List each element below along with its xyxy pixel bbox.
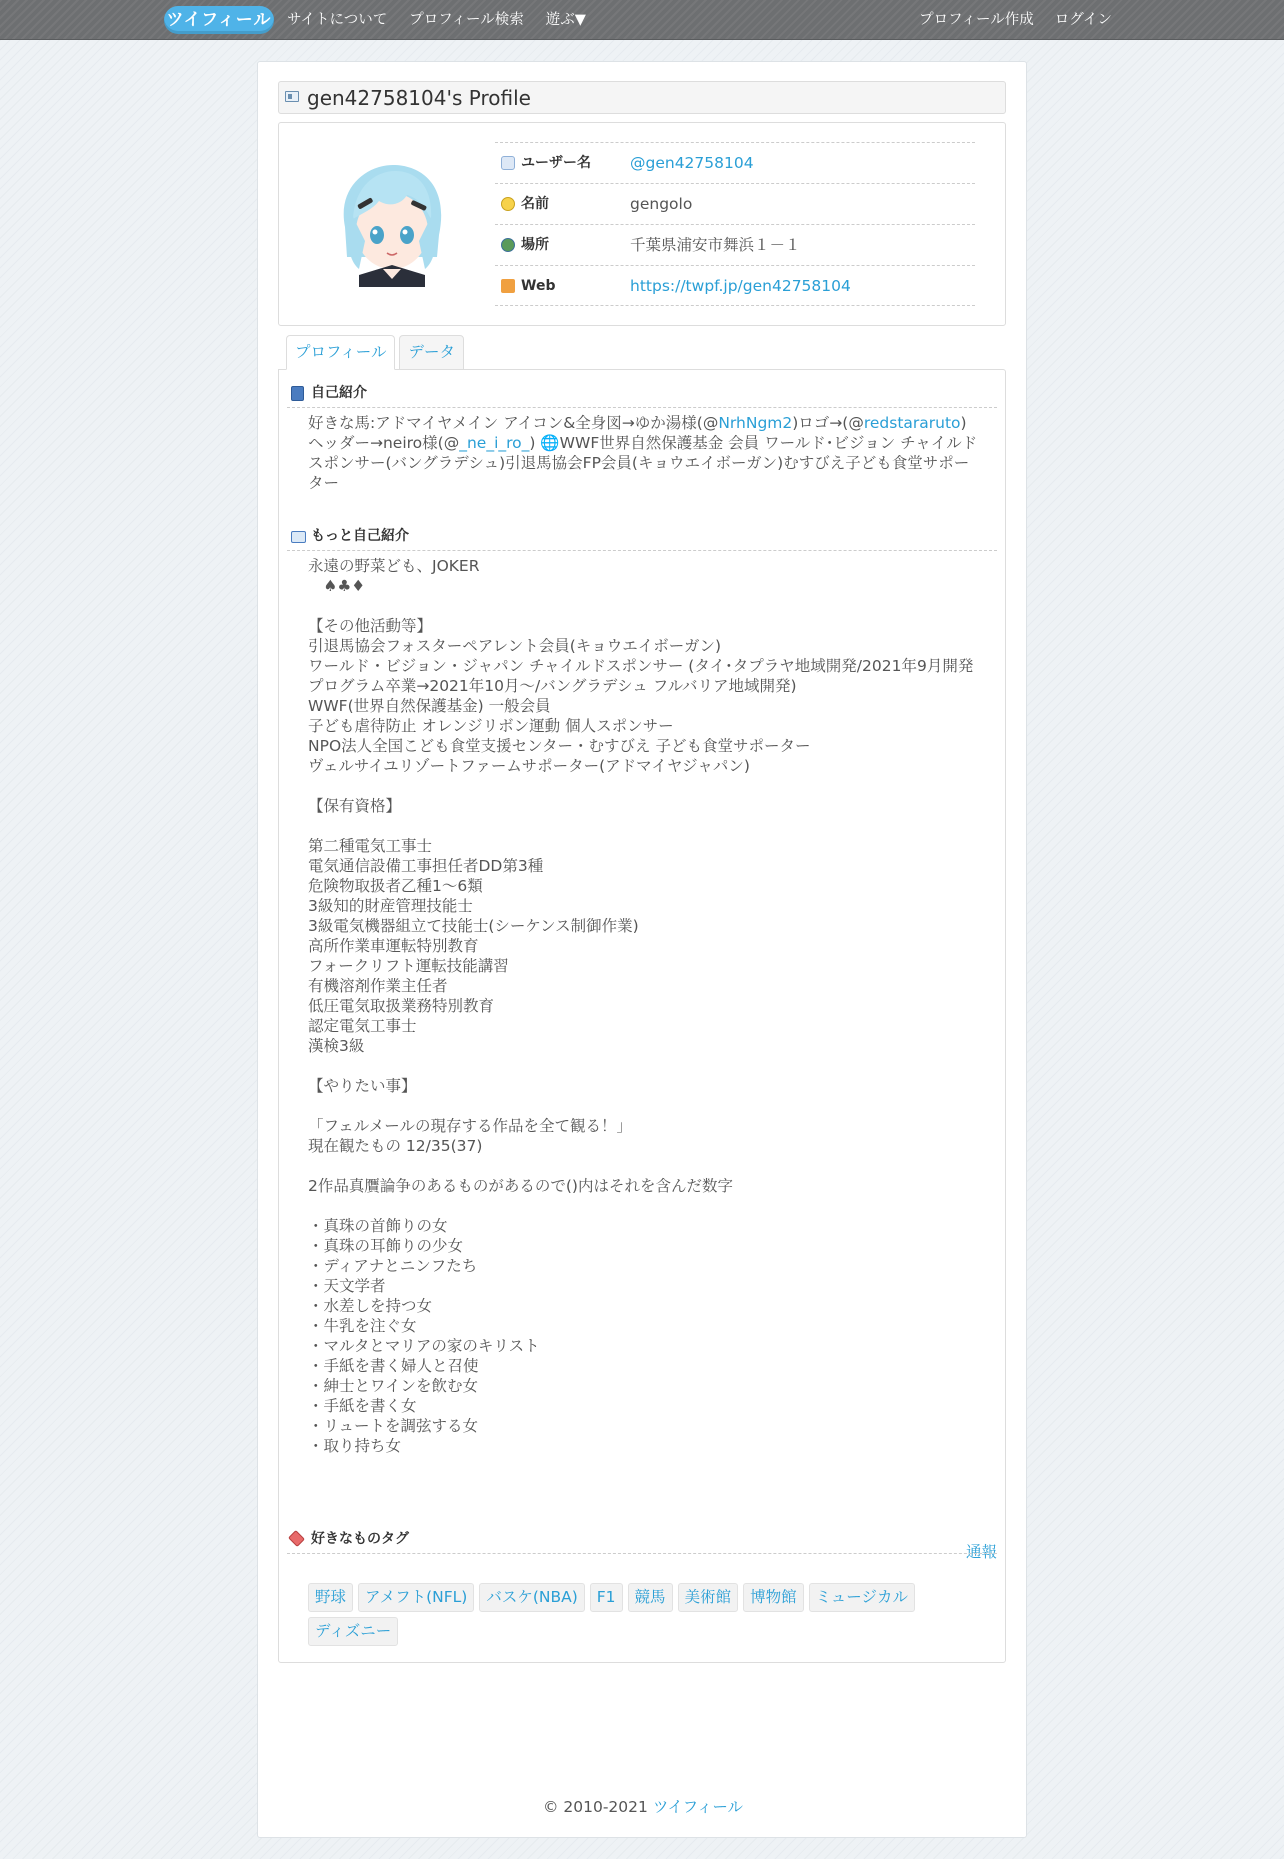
globe-icon (501, 238, 515, 252)
tag-item[interactable]: 美術館 (678, 1583, 739, 1612)
main-container (257, 61, 1027, 1838)
tag-item[interactable]: F1 (590, 1583, 623, 1612)
more-intro-line: WWF(世界自然保護基金) 一般会員 (308, 697, 551, 715)
more-intro-line: 電気通信設備工事担任者DD第3種 (308, 857, 544, 875)
tag-item[interactable]: 野球 (308, 1583, 353, 1612)
mention-link[interactable]: redstararuto (863, 414, 961, 432)
more-intro-line: ・紳士とワインを飲む女 (308, 1377, 479, 1395)
name-value: gengolo (630, 195, 693, 213)
house-icon (501, 279, 515, 293)
site-logo[interactable]: ツイフィール (164, 6, 274, 34)
info-label: 場所 (521, 237, 549, 253)
id-card-icon (285, 91, 299, 102)
more-intro-line: ヴェルサイユリゾートファームサポーター(アドマイヤジャパン) (308, 757, 750, 775)
more-intro-line: ・天文学者 (308, 1277, 386, 1295)
profile-tab-panel (278, 369, 1006, 1663)
more-intro-line: 3級電気機器組立て技能士(シーケンス制御作業) (308, 917, 639, 935)
bio-text-part: )ロゴ→(@ (792, 414, 864, 432)
more-intro-line: ・ディアナとニンフたち (308, 1257, 478, 1275)
more-intro-line: フォークリフト運転技能講習 (308, 957, 509, 975)
nav-play-dropdown[interactable]: 遊ぶ▼ (545, 12, 586, 28)
info-label: 名前 (521, 196, 549, 212)
footer (258, 1795, 1028, 1817)
more-intro-line: ・水差しを持つ女 (308, 1297, 433, 1315)
profile-info-table (495, 142, 975, 306)
mention-link[interactable]: NrhNgm2 (718, 414, 793, 432)
avatar (327, 157, 457, 287)
nav-create-profile[interactable]: プロフィール作成 (919, 12, 1034, 28)
more-intro-line: 認定電気工事士 (308, 1017, 417, 1035)
bio-text-part: )ヘッダー→neiro様(@ (308, 414, 967, 452)
speech-bubble-icon (501, 156, 515, 170)
nav-profile-search[interactable]: プロフィール検索 (409, 12, 524, 28)
bio-section-header (287, 374, 997, 408)
more-intro-line: ・マルタとマリアの家のキリスト (308, 1337, 540, 1355)
username-link[interactable]: @gen42758104 (630, 154, 754, 172)
smiley-icon (501, 197, 515, 211)
copyright-text: © 2010-2021 (542, 1798, 653, 1816)
more-intro-line (308, 1056, 980, 1076)
tag-icon (288, 1530, 305, 1547)
more-intro-text (308, 556, 980, 1456)
info-row-location (495, 224, 975, 265)
more-intro-line: ・手紙を書く女 (308, 1397, 417, 1415)
more-intro-line: ♠♣♦ (308, 577, 366, 595)
profile-tabs (286, 335, 468, 369)
tag-item[interactable]: バスケ(NBA) (479, 1583, 584, 1612)
more-intro-line: ・牛乳を注ぐ女 (308, 1317, 417, 1335)
web-link[interactable]: https://twpf.jp/gen42758104 (630, 277, 851, 295)
tags-section-header (287, 1520, 997, 1554)
page-title: gen42758104's Profile (307, 86, 531, 110)
more-intro-line: ワールド・ビジョン・ジャパン チャイルドスポンサー (タイ･タプラヤ地域開発/2021年9月開発プログラム卒業→2021年10月〜/バングラデシュ フルバリア地域開発) (308, 657, 974, 695)
more-intro-line (308, 1096, 980, 1116)
bio-text-part: 好きな馬:アドマイヤメイン アイコン&全身図→ゆか湯様(@ (308, 414, 719, 432)
more-intro-line: 引退馬協会フォスターペアレント会員(キョウエイボーガン) (308, 637, 722, 655)
more-intro-line: 危険物取扱者乙種1〜6類 (308, 877, 483, 895)
tag-item[interactable]: ディズニー (308, 1617, 398, 1646)
tag-item[interactable]: 博物館 (743, 1583, 804, 1612)
more-intro-line (308, 1156, 980, 1176)
tab-profile[interactable]: プロフィール (286, 335, 395, 370)
top-navbar (0, 0, 1284, 40)
more-intro-line: 3級知的財産管理技能士 (308, 897, 473, 915)
footer-brand-link[interactable]: ツイフィール (652, 1798, 744, 1816)
info-row-name (495, 183, 975, 224)
more-intro-line (308, 1196, 980, 1216)
bio-text-part: ) 🌐WWF世界自然保護基金 会員 ワールド･ビジョン チャイルドスポンサー(バングラデシュ)引退馬協会FP会員(キョウエイボーガン)むすびえ子ども食堂サポーター (308, 434, 978, 492)
tab-data[interactable]: データ (399, 335, 464, 370)
more-intro-line: 【保有資格】 (308, 797, 402, 815)
more-intro-line: 2作品真贋論争のあるものがあるので()内はそれを含んだ数字 (308, 1177, 733, 1195)
more-intro-line: 現在観たもの 12/35(37) (308, 1137, 483, 1155)
open-book-icon (291, 531, 306, 543)
nav-right (898, 0, 1112, 40)
more-intro-line: 【やりたい事】 (308, 1077, 417, 1095)
more-intro-line: NPO法人全国こども食堂支援センター・むすびえ 子ども食堂サポーター (308, 737, 811, 755)
tag-item[interactable]: アメフト(NFL) (358, 1583, 474, 1612)
more-intro-line: ・手紙を書く婦人と召使 (308, 1357, 479, 1375)
more-intro-line: 【その他活動等】 (308, 617, 433, 635)
more-intro-line (308, 776, 980, 796)
section-title: もっと自己紹介 (311, 528, 409, 544)
book-icon (291, 386, 304, 401)
more-intro-line: ・取り持ち女 (308, 1437, 402, 1455)
more-intro-line: 「フェルメールの現存する作品を全て観る！」 (308, 1117, 632, 1135)
profile-card (278, 122, 1006, 326)
tag-item[interactable]: ミュージカル (809, 1583, 915, 1612)
more-intro-line: 低圧電気取扱業務特別教育 (308, 997, 495, 1015)
more-intro-line: ・リュートを調弦する女 (308, 1417, 479, 1435)
mention-link[interactable]: _ne_i_ro_ (459, 434, 530, 452)
more-intro-line (308, 816, 980, 836)
more-intro-line: 有機溶剤作業主任者 (308, 977, 448, 995)
report-link[interactable]: 通報 (965, 1543, 997, 1561)
nav-login[interactable]: ログイン (1054, 12, 1112, 28)
bio-text (308, 413, 980, 493)
more-intro-line: ・真珠の首飾りの女 (308, 1217, 448, 1235)
more-intro-line: 高所作業車運転特別教育 (308, 937, 479, 955)
favorite-tags-list (308, 1583, 980, 1651)
info-row-username (495, 142, 975, 183)
info-row-web (495, 265, 975, 306)
more-intro-line: 漢検3級 (308, 1037, 365, 1055)
section-title: 好きなものタグ (311, 1531, 409, 1547)
section-title: 自己紹介 (311, 385, 367, 401)
location-value: 千葉県浦安市舞浜１－１ (630, 236, 801, 254)
tag-item[interactable]: 競馬 (628, 1583, 673, 1612)
more-intro-line (308, 596, 980, 616)
more-intro-line: ・真珠の耳飾りの少女 (308, 1237, 464, 1255)
info-label: ユーザー名 (521, 155, 591, 171)
nav-left (287, 0, 608, 40)
info-label: Web (521, 278, 556, 294)
more-intro-line: 永遠の野菜ども、JOKER (308, 557, 480, 575)
profile-title-bar (278, 81, 1006, 114)
more-intro-line: 子ども虐待防止 オレンジリボン運動 個人スポンサー (308, 717, 674, 735)
more-section-header (287, 517, 997, 551)
nav-about[interactable]: サイトについて (287, 12, 388, 28)
more-intro-line: 第二種電気工事士 (308, 837, 433, 855)
